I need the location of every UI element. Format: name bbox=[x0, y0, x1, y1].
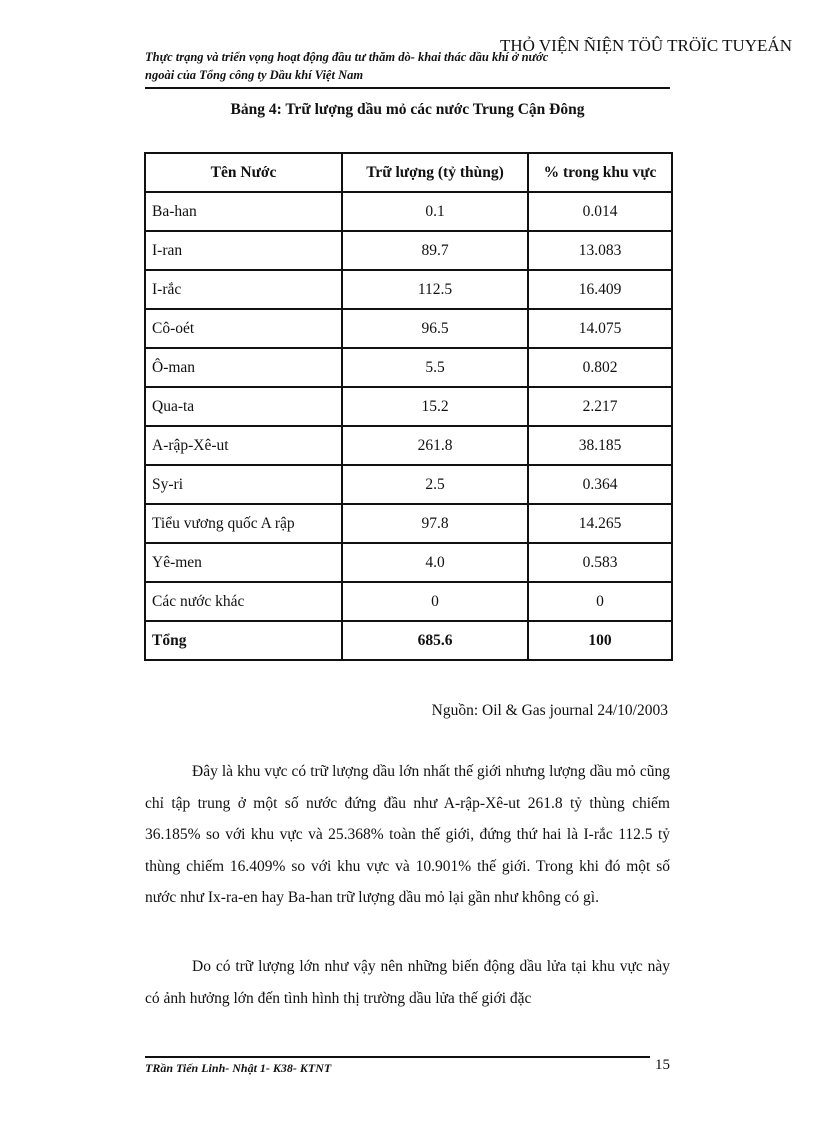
cell-reserves: 112.5 bbox=[342, 270, 528, 309]
table-row bbox=[145, 270, 672, 309]
cell-reserves: 96.5 bbox=[342, 309, 528, 348]
cell-reserves: 2.5 bbox=[342, 465, 528, 504]
footer-divider bbox=[145, 1056, 650, 1058]
cell-reserves: 97.8 bbox=[342, 504, 528, 543]
watermark-text: THỎ VIỆN ÑIỆN TÖÛ TRÖÏC TUYEÁN bbox=[500, 36, 792, 55]
cell-share: 0 bbox=[528, 582, 672, 621]
table-header-row bbox=[145, 153, 672, 192]
page-number: 15 bbox=[655, 1057, 670, 1073]
cell-country: I-ran bbox=[145, 231, 342, 270]
cell-share: 2.217 bbox=[528, 387, 672, 426]
cell-reserves: 261.8 bbox=[342, 426, 528, 465]
cell-reserves: 15.2 bbox=[342, 387, 528, 426]
cell-country: Sy-ri bbox=[145, 465, 342, 504]
cell-share: 0.802 bbox=[528, 348, 672, 387]
footer-author: TRần Tiến Linh- Nhật 1- K38- KTNT bbox=[145, 1061, 332, 1075]
table-row bbox=[145, 387, 672, 426]
total-share: 100 bbox=[528, 621, 672, 660]
table-title: Bảng 4: Trữ lượng dầu mỏ các nước Trung Cận Đông bbox=[230, 101, 585, 118]
cell-share: 38.185 bbox=[528, 426, 672, 465]
cell-country: Cô-oét bbox=[145, 309, 342, 348]
table-row bbox=[145, 348, 672, 387]
cell-country: Ô-man bbox=[145, 348, 342, 387]
column-header-reserves: Trữ lượng (tỷ thùng) bbox=[342, 153, 528, 192]
cell-share: 14.075 bbox=[528, 309, 672, 348]
running-header bbox=[145, 48, 670, 84]
total-label: Tổng bbox=[145, 621, 342, 660]
table-row bbox=[145, 582, 672, 621]
cell-share: 0.014 bbox=[528, 192, 672, 231]
table-row bbox=[145, 231, 672, 270]
cell-country: Qua-ta bbox=[145, 387, 342, 426]
cell-share: 16.409 bbox=[528, 270, 672, 309]
table-source: Nguồn: Oil & Gas journal 24/10/2003 bbox=[431, 702, 668, 719]
paragraph-1: Đây là khu vực có trữ lượng dầu lớn nhất thế giới nhưng lượng dầu mỏ cũng chỉ tập trung ở một số nước đứng đầu như A-rập-Xê-ut 261.8 tỷ thùng chiếm 36.185% so với khu vực và 25.368% toàn thế giới, đứng thứ hai là I-rắc 112.5 tỷ thùng chiếm 16.409% so với khu vực và 10.901% thế giới. Trong khi đó một số nước như Ix-ra-en hay Ba-han trữ lượng dầu mỏ lại gần như không có gì. bbox=[145, 763, 670, 906]
table-total-row bbox=[145, 621, 672, 660]
cell-country: A-rập-Xê-ut bbox=[145, 426, 342, 465]
cell-share: 0.583 bbox=[528, 543, 672, 582]
header-line-1: Thực trạng và triển vọng hoạt động đầu tư thăm dò- khai thác dầu khí ở nước bbox=[145, 50, 549, 64]
cell-country: Yê-men bbox=[145, 543, 342, 582]
cell-country: Ba-han bbox=[145, 192, 342, 231]
cell-share: 0.364 bbox=[528, 465, 672, 504]
cell-country: Tiểu vương quốc A rập bbox=[145, 504, 342, 543]
header-line-2: ngoài của Tổng công ty Dầu khí Việt Nam bbox=[145, 68, 364, 82]
cell-reserves: 0.1 bbox=[342, 192, 528, 231]
table-row bbox=[145, 504, 672, 543]
header-divider bbox=[145, 87, 670, 89]
column-header-share: % trong khu vực bbox=[528, 153, 672, 192]
cell-share: 13.083 bbox=[528, 231, 672, 270]
column-header-country: Tên Nước bbox=[145, 153, 342, 192]
cell-reserves: 4.0 bbox=[342, 543, 528, 582]
oil-reserves-table bbox=[144, 152, 673, 661]
table-row bbox=[145, 465, 672, 504]
paragraph-2: Do có trữ lượng lớn như vậy nên những biến động dầu lửa tại khu vực này có ảnh hưởng lớn đến tình hình thị trường dầu lửa thế giới đặc bbox=[145, 958, 670, 1007]
total-reserves: 685.6 bbox=[342, 621, 528, 660]
table-row bbox=[145, 192, 672, 231]
cell-reserves: 5.5 bbox=[342, 348, 528, 387]
table-row bbox=[145, 426, 672, 465]
cell-reserves: 89.7 bbox=[342, 231, 528, 270]
cell-country: I-rắc bbox=[145, 270, 342, 309]
cell-country: Các nước khác bbox=[145, 582, 342, 621]
cell-share: 14.265 bbox=[528, 504, 672, 543]
table-row bbox=[145, 309, 672, 348]
table-row bbox=[145, 543, 672, 582]
cell-reserves: 0 bbox=[342, 582, 528, 621]
